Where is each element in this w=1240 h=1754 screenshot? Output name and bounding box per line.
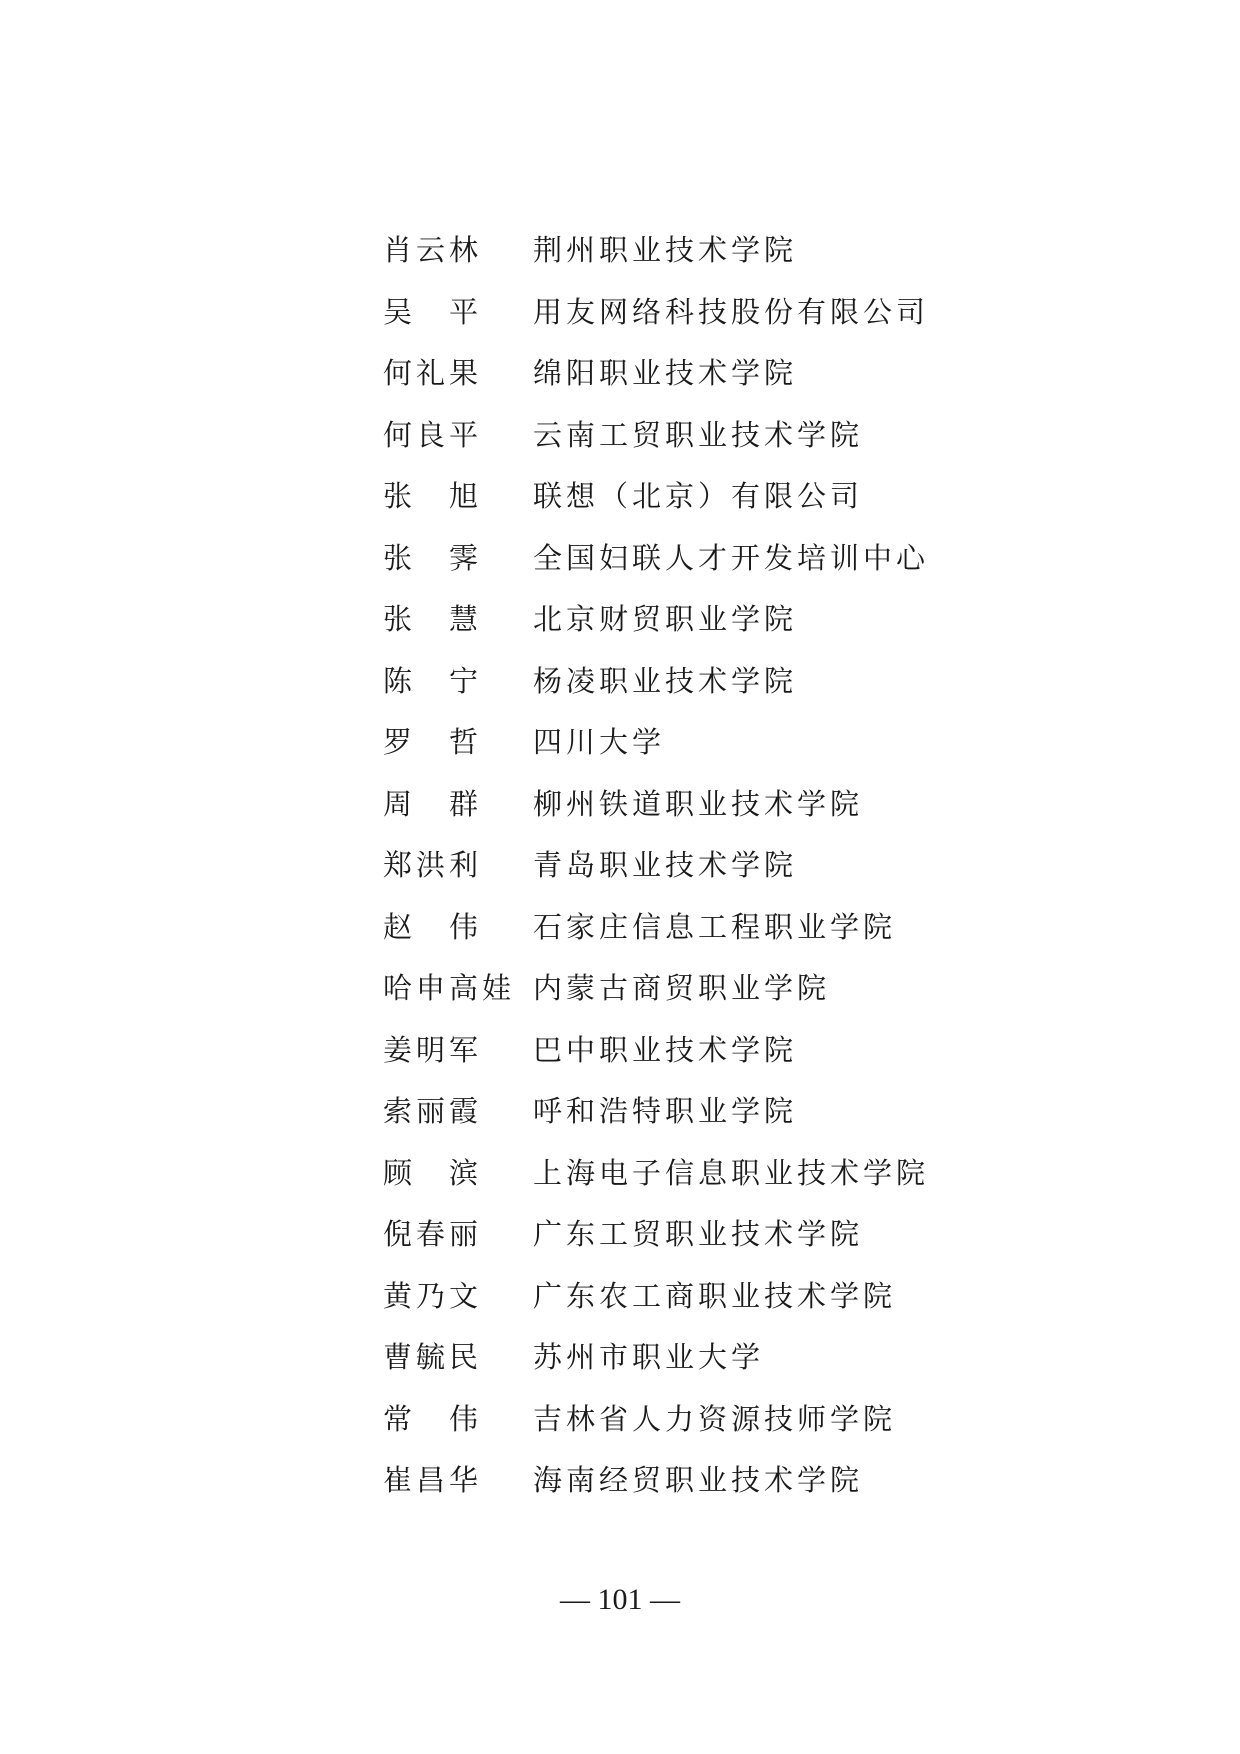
- member-organization: 柳州铁道职业技术学院: [533, 786, 864, 821]
- member-name: 赵 伟: [383, 909, 483, 944]
- member-name: 黄乃文: [383, 1278, 483, 1313]
- member-name: 吴 平: [383, 294, 483, 329]
- member-organization: 呼和浩特职业学院: [533, 1094, 798, 1129]
- member-organization: 海南经贸职业技术学院: [533, 1463, 864, 1498]
- member-organization: 云南工贸职业技术学院: [533, 417, 864, 452]
- list-item: [383, 1020, 943, 1082]
- member-organization: 四川大学: [533, 725, 666, 760]
- member-organization: 广东农工商职业技术学院: [533, 1278, 897, 1313]
- member-organization: 联想（北京）有限公司: [533, 479, 864, 514]
- list-item: [383, 651, 943, 713]
- member-name: 张 霁: [383, 540, 483, 575]
- member-organization: 苏州市职业大学: [533, 1340, 765, 1375]
- list-item: [383, 1266, 943, 1328]
- member-organization: 广东工贸职业技术学院: [533, 1217, 864, 1252]
- list-item: [383, 1204, 943, 1266]
- member-name: 郑洪利: [383, 848, 483, 883]
- list-item: [383, 405, 943, 467]
- member-name: 肖云林: [383, 233, 483, 268]
- list-item: [383, 466, 943, 528]
- member-name: 张 旭: [383, 479, 483, 514]
- member-organization: 巴中职业技术学院: [533, 1032, 798, 1067]
- list-item: [383, 1143, 943, 1205]
- member-name: 何良平: [383, 417, 483, 452]
- list-item: [383, 282, 943, 344]
- member-organization: 用友网络科技股份有限公司: [533, 294, 930, 329]
- member-organization: 全国妇联人才开发培训中心: [533, 540, 930, 575]
- list-item: [383, 897, 943, 959]
- list-item: [383, 835, 943, 897]
- list-item: [383, 1450, 943, 1512]
- member-organization: 石家庄信息工程职业学院: [533, 909, 897, 944]
- member-name: 顾 滨: [383, 1155, 483, 1190]
- member-name: 常 伟: [383, 1401, 483, 1436]
- page-number: — 101 —: [560, 1583, 680, 1616]
- member-organization: 青岛职业技术学院: [533, 848, 798, 883]
- member-name: 陈 宁: [383, 663, 483, 698]
- member-name: 姜明军: [383, 1032, 483, 1067]
- member-organization: 绵阳职业技术学院: [533, 356, 798, 391]
- member-organization: 上海电子信息职业技术学院: [533, 1155, 930, 1190]
- list-item: [383, 1081, 943, 1143]
- list-item: [383, 220, 943, 282]
- member-organization: 北京财贸职业学院: [533, 602, 798, 637]
- list-item: [383, 712, 943, 774]
- list-item: [383, 528, 943, 590]
- list-item: [383, 958, 943, 1020]
- member-name: 索丽霞: [383, 1094, 483, 1129]
- list-item: [383, 343, 943, 405]
- member-list: [383, 220, 943, 1512]
- list-item: [383, 589, 943, 651]
- member-name: 罗 哲: [383, 725, 483, 760]
- list-item: [383, 774, 943, 836]
- member-name: 哈申高娃: [383, 971, 516, 1006]
- list-item: [383, 1389, 943, 1451]
- member-name: 周 群: [383, 786, 483, 821]
- member-organization: 内蒙古商贸职业学院: [533, 971, 831, 1006]
- member-name: 曹毓民: [383, 1340, 483, 1375]
- member-name: 崔昌华: [383, 1463, 483, 1498]
- member-organization: 吉林省人力资源技师学院: [533, 1401, 897, 1436]
- list-item: [383, 1327, 943, 1389]
- member-organization: 荆州职业技术学院: [533, 233, 798, 268]
- member-name: 何礼果: [383, 356, 483, 391]
- member-organization: 杨凌职业技术学院: [533, 663, 798, 698]
- member-name: 张 慧: [383, 602, 483, 637]
- member-name: 倪春丽: [383, 1217, 483, 1252]
